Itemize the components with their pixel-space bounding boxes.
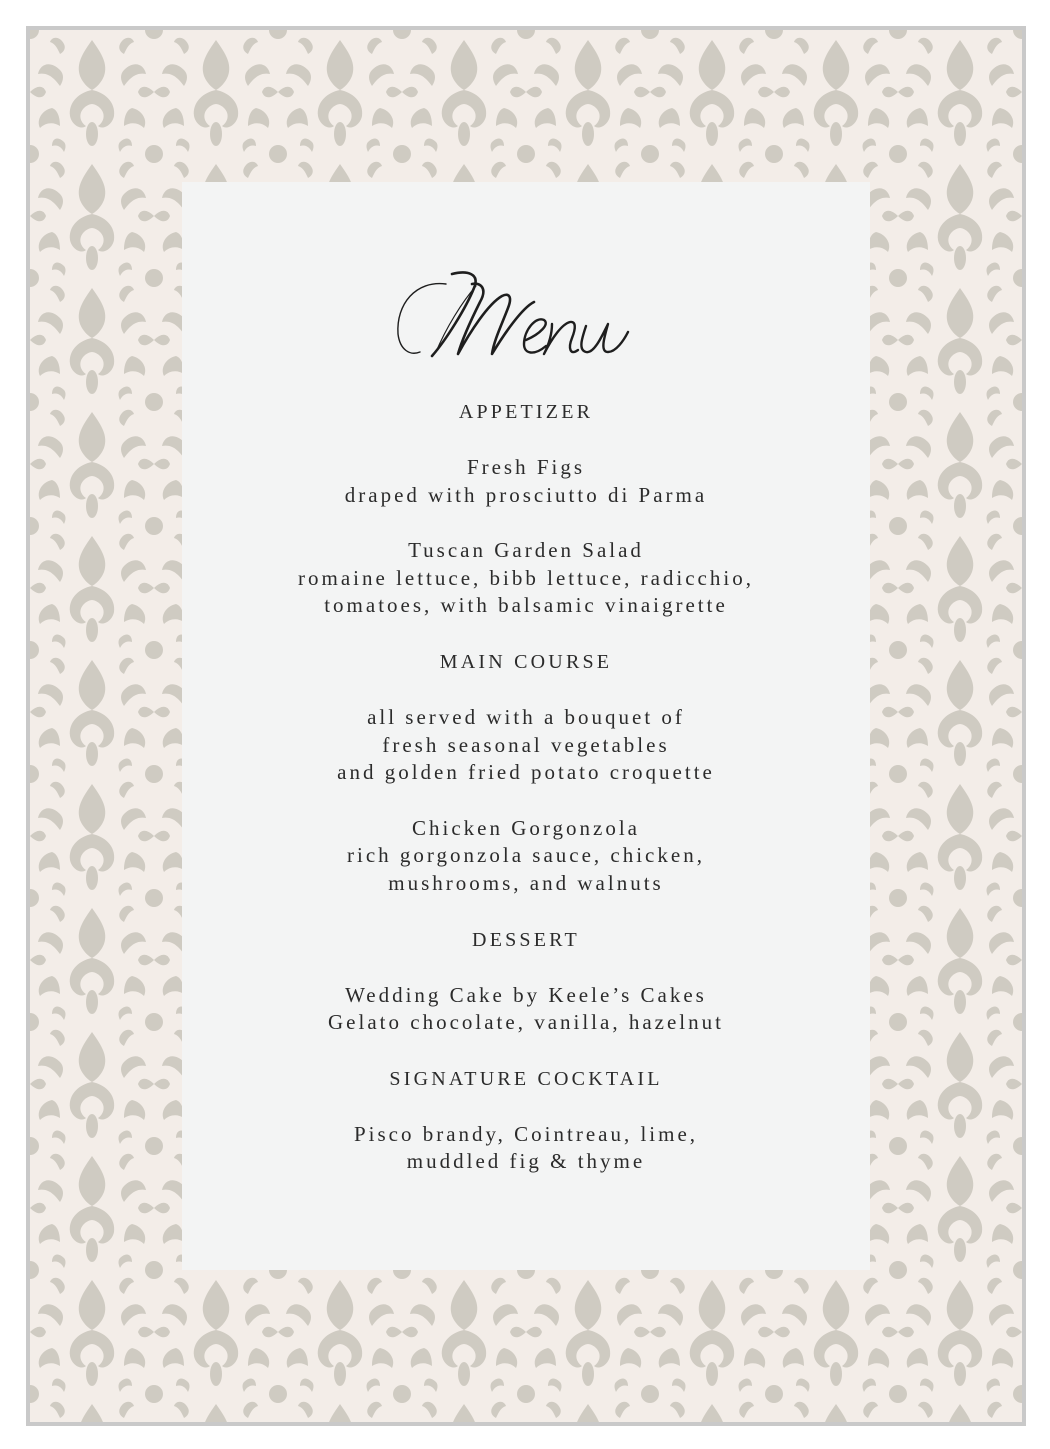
section-heading: MAIN COURSE xyxy=(439,650,613,673)
menu-content xyxy=(182,398,870,1204)
section-heading: DESSERT xyxy=(472,928,580,951)
menu-item-title: Tuscan Garden Salad xyxy=(408,538,644,563)
menu-item xyxy=(182,704,870,787)
menu-item-description: mushrooms, and walnuts xyxy=(388,870,664,895)
menu-card xyxy=(26,26,1026,1426)
menu-item-title: Fresh Figs xyxy=(466,455,586,479)
menu-item-title: Pisco brandy, Cointreau, lime, xyxy=(353,1121,699,1146)
menu-title-script xyxy=(376,244,676,384)
menu-item-description: rich gorgonzola sauce, chicken, xyxy=(347,843,705,868)
menu-title xyxy=(182,244,870,384)
menu-item-description: muddled fig & thyme xyxy=(406,1149,646,1174)
menu-item-description: Gelato chocolate, vanilla, hazelnut xyxy=(328,1010,724,1035)
menu-item-description: fresh seasonal vegetables xyxy=(382,732,670,757)
menu-item xyxy=(182,982,870,1037)
menu-item-title: Chicken Gorgonzola xyxy=(412,815,640,840)
menu-item-description: romaine lettuce, bibb lettuce, radicchio, xyxy=(298,565,754,590)
menu-item-description: and golden fried potato croquette xyxy=(337,760,715,785)
menu-item xyxy=(182,815,870,898)
section-heading: APPETIZER xyxy=(458,401,594,423)
menu-panel xyxy=(182,182,870,1270)
menu-item xyxy=(182,1121,870,1176)
menu-item-title: Wedding Cake by Keele’s Cakes xyxy=(345,982,707,1007)
menu-item xyxy=(182,537,870,620)
menu-item-title: all served with a bouquet of xyxy=(367,704,685,729)
section-heading: SIGNATURE COCKTAIL xyxy=(389,1067,663,1090)
menu-item xyxy=(182,454,870,509)
menu-item-description: tomatoes, with balsamic vinaigrette xyxy=(324,593,728,618)
menu-item-description: draped with prosciutto di Parma xyxy=(344,482,708,507)
